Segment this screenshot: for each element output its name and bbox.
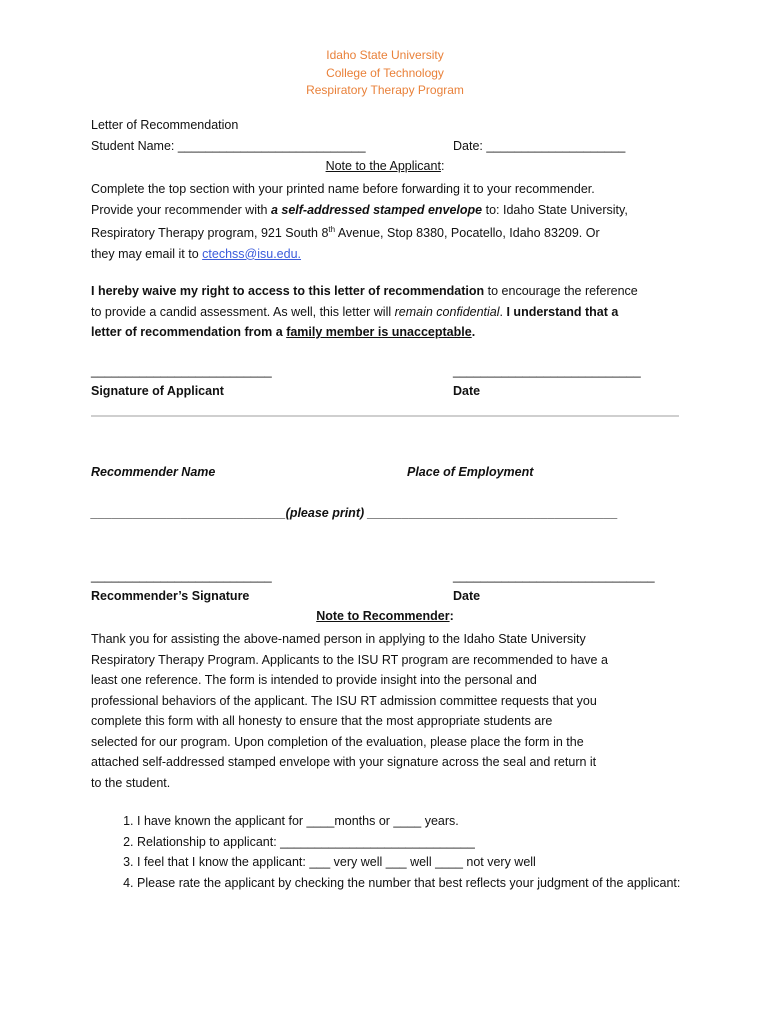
note-applicant-title: Note to the Applicant [325, 159, 441, 173]
applicant-date-label: Date [453, 384, 481, 398]
question-rating: 4. Please rate the applicant by checking the number that best reflects your judgment of the applicant: [137, 873, 737, 894]
envelope-emphasis: a self-addressed stamped envelope [270, 202, 483, 217]
waiver-end: . [471, 325, 476, 339]
instr-line-2 [91, 200, 691, 221]
rec-para-line: to the student. [91, 775, 171, 790]
waiver-line-3 [91, 322, 691, 343]
waiver-text: . [499, 304, 507, 319]
instr-text: they may email it to [91, 246, 203, 261]
rec-para-line: Thank you for assisting the above-named person in applying to the Idaho State University [91, 632, 586, 646]
waiver-statement [91, 281, 691, 343]
question-familiarity[interactable]: 3. I feel that I know the applicant: ___ very well ___ well ____ not very well [137, 852, 737, 873]
instr-line-3 [91, 220, 691, 244]
recommender-date-line[interactable]: _____________________________ [453, 569, 655, 583]
instr-line-4 [91, 244, 691, 265]
waiver-underline: family member is unacceptable [286, 325, 472, 339]
rec-para-line: least one reference. The form is intended to provide insight into the personal and [91, 673, 537, 687]
applicant-instructions [91, 179, 691, 264]
instr-text: Respiratory Therapy program, 921 South 8 [91, 226, 329, 241]
waiver-bold: letter of recommendation from a [91, 325, 287, 339]
header-university: Idaho State University [326, 48, 444, 62]
rec-para-line: professional behaviors of the applicant. The ISU RT admission committee requests that you [91, 693, 597, 708]
note-to-applicant-heading [0, 159, 770, 173]
waiver-text: to encourage the reference [484, 284, 638, 298]
rec-para-line: attached self-addressed stamped envelope with your signature across the seal and return it [91, 755, 597, 769]
place-of-employment-label: Place of Employment [407, 465, 534, 479]
rec-para-line: complete this form with all honesty to ensure that the most appropriate students are [91, 714, 553, 728]
instr-text: to: Idaho State University, [482, 202, 628, 217]
recommender-signature-label: Recommender’s Signature [91, 589, 250, 603]
recommender-paragraph [91, 629, 691, 793]
date-field[interactable]: Date: ____________________ [453, 139, 626, 153]
waiver-bold: I understand that a [506, 304, 619, 319]
rec-para-line: selected for our program. Upon completion of the evaluation, please place the form in the [91, 734, 584, 749]
question-relationship[interactable]: 2. Relationship to applicant: ____________________________ [137, 832, 737, 853]
header-program: Respiratory Therapy Program [306, 83, 464, 97]
waiver-line-1 [91, 281, 691, 302]
note-applicant-colon: : [440, 159, 445, 173]
instr-line-1: Complete the top section with your printed name before forwarding it to your recommender. [91, 182, 595, 196]
note-recommender-title: Note to Recommender [316, 609, 450, 623]
note-to-recommender-heading [0, 609, 770, 623]
signature-of-applicant-label: Signature of Applicant [91, 384, 224, 398]
note-recommender-colon: : [449, 609, 454, 623]
waiver-line-2 [91, 302, 691, 323]
recommender-name-label: Recommender Name [91, 465, 216, 479]
form-title: Letter of Recommendation [91, 118, 239, 132]
header-college: College of Technology [326, 66, 444, 80]
recommender-name-line[interactable]: ____________________________(please print) ____________________________________ [91, 506, 618, 520]
recommender-signature-line[interactable]: __________________________ [91, 569, 272, 583]
waiver-bold: I hereby waive my right to access to this letter of recommendation [91, 284, 485, 298]
instr-text: Avenue, Stop 8380, Pocatello, Idaho 83209. Or [335, 226, 600, 241]
waiver-italic: remain confidential [394, 304, 500, 319]
question-known-duration[interactable]: 1. I have known the applicant for ____months or ____ years. [137, 811, 737, 832]
waiver-text: to provide a candid assessment. As well, this letter will [91, 304, 395, 319]
email-link[interactable]: ctechss@isu.edu. [202, 246, 302, 261]
applicant-date-line[interactable]: ___________________________ [453, 364, 641, 378]
question-list [91, 811, 737, 893]
recommender-date-label: Date [453, 589, 481, 603]
ordinal-suffix: th [328, 225, 336, 234]
student-name-field[interactable]: Student Name: ___________________________ [91, 139, 366, 153]
rec-para-line: Respiratory Therapy Program. Applicants to the ISU RT program are recommended to have a [91, 652, 608, 667]
instr-text: Provide your recommender with [91, 202, 271, 217]
section-divider [91, 415, 679, 417]
applicant-signature-line[interactable]: __________________________ [91, 364, 272, 378]
